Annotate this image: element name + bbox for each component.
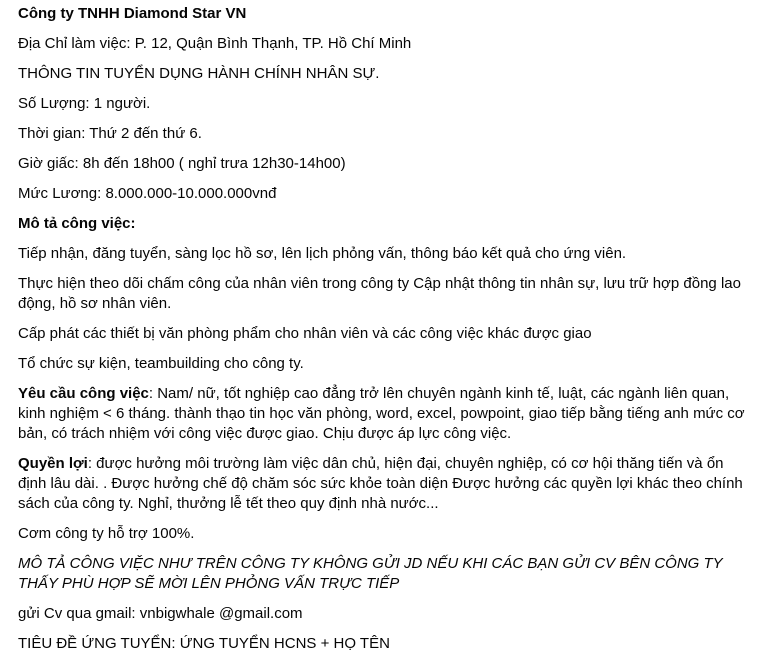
post-headline: THÔNG TIN TUYỂN DỤNG HÀNH CHÍNH NHÂN SỰ. <box>18 65 380 82</box>
quantity: Số Lượng: 1 người. <box>18 95 151 112</box>
requirements <box>18 384 754 444</box>
subject-line: TIÊU ĐỀ ỨNG TUYỂN: ỨNG TUYỂN HCNS + HỌ TÊN <box>18 635 390 652</box>
job-description-item: Cấp phát các thiết bị văn phòng phẩm cho nhân viên và các công việc khác được giao <box>18 325 592 342</box>
job-description-item: Thực hiện theo dõi chấm công của nhân viên trong công ty Cập nhật thông tin nhân sự, lưu trữ hợp đồng lao động, hồ sơ nhân viên. <box>18 275 741 312</box>
job-description-item: Tiếp nhận, đăng tuyển, sàng lọc hồ sơ, lên lịch phỏng vấn, thông báo kết quả cho ứng viên. <box>18 245 627 262</box>
requirements-label: Yêu cầu công việc <box>18 385 149 402</box>
job-post <box>18 4 754 664</box>
company-name: Công ty TNHH Diamond Star VN <box>18 5 247 22</box>
benefits-label: Quyền lợi <box>18 455 88 472</box>
benefits <box>18 454 754 514</box>
meal-support: Cơm công ty hỗ trợ 100%. <box>18 525 195 542</box>
job-description-item: Tổ chức sự kiện, teambuilding cho công ty. <box>18 355 304 372</box>
email-line: gửi Cv qua gmail: vnbigwhale @gmail.com <box>18 605 303 622</box>
work-hours: Giờ giấc: 8h đến 18h00 ( nghỉ trưa 12h30-14h00) <box>18 155 346 172</box>
benefits-text: : được hưởng môi trường làm việc dân chủ, hiện đại, chuyên nghiệp, có cơ hội thăng tiến và ổn định lâu dài. . Được hưởng chế độ chăm sóc sức khỏe toàn diện Được hưởng các quyền lợi khác theo chính sách của công ty. Nghỉ, thưởng lễ tết theo quy định nhà nước... <box>18 455 743 512</box>
job-description-label: Mô tả công việc: <box>18 215 136 232</box>
requirements-text: : Nam/ nữ, tốt nghiệp cao đẳng trở lên chuyên ngành kinh tế, luật, các ngành liên quan, kinh nghiệm < 6 tháng. thành thạo tin học văn phòng, word, excel, powpoint, giao tiếp bằng tiếng anh mức cơ bản, có trách nhiệm với công việc được giao. Chịu được áp lực công việc. <box>18 385 745 442</box>
salary: Mức Lương: 8.000.000-10.000.000vnđ <box>18 185 277 202</box>
application-note: MÔ TẢ CÔNG VIỆC NHƯ TRÊN CÔNG TY KHÔNG GỬI JD NẾU KHI CÁC BẠN GỬI CV BÊN CÔNG TY THẤY PHÙ HỢP SẼ MỜI LÊN PHỎNG VẤN TRỰC TIẾP <box>18 555 723 592</box>
work-time: Thời gian: Thứ 2 đến thứ 6. <box>18 125 202 142</box>
work-address: Địa Chỉ làm việc: P. 12, Quận Bình Thạnh, TP. Hồ Chí Minh <box>18 35 412 52</box>
